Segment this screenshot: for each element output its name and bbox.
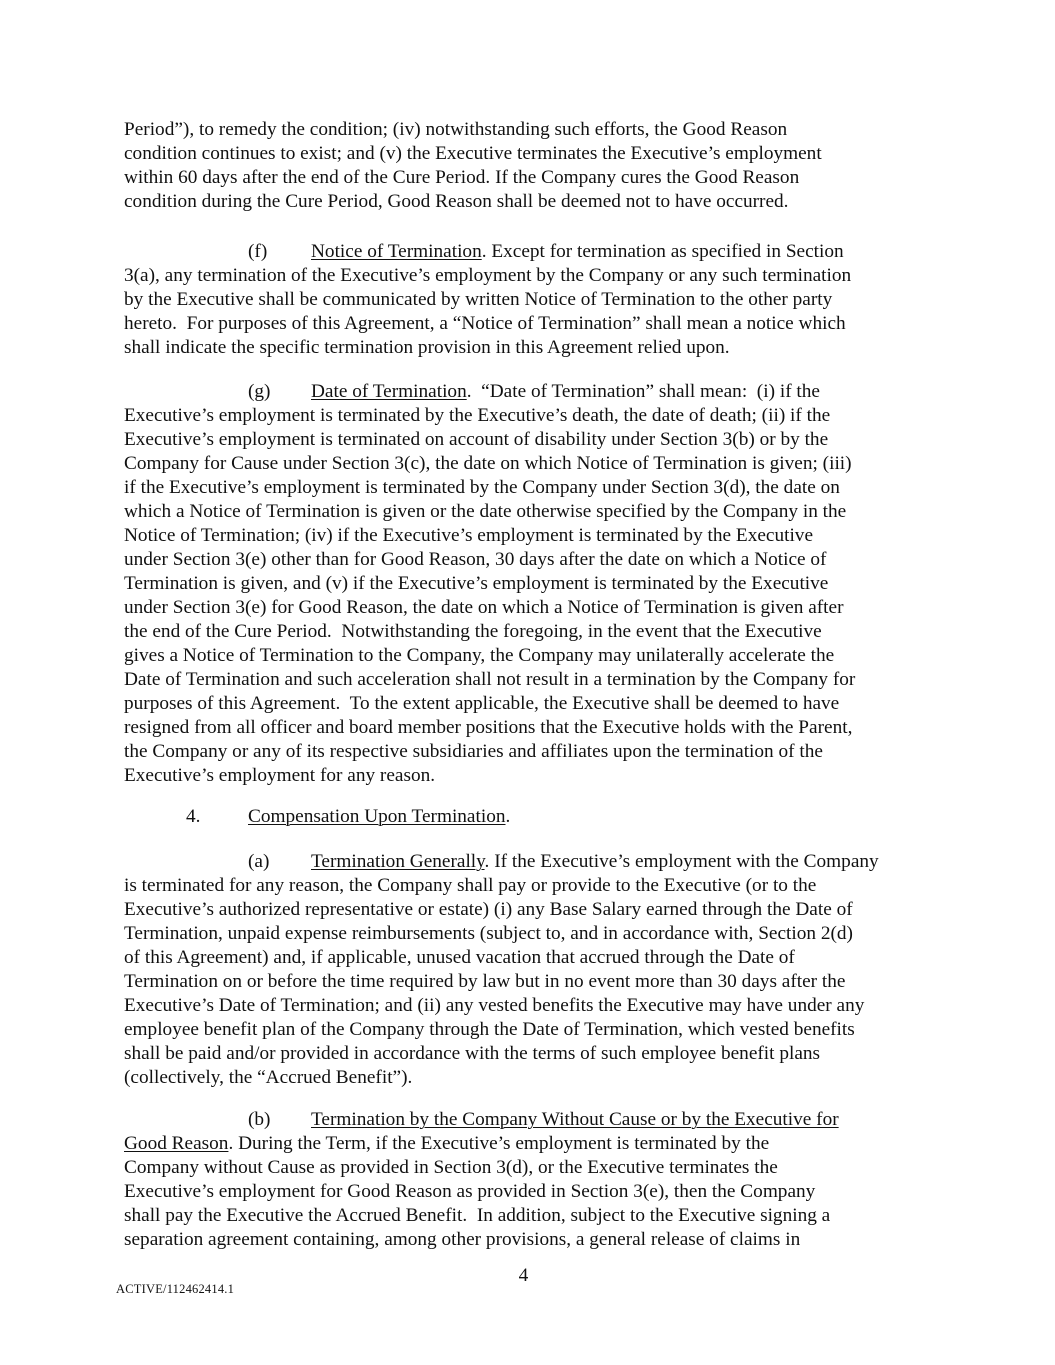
section-a-marker: (a)	[248, 851, 270, 872]
text-line: shall indicate the specific termination provision in this Agreement relied upon.	[124, 337, 730, 358]
text-line: by the Executive shall be communicated by written Notice of Termination to the other party	[124, 289, 833, 310]
text-line: Executive’s employment is terminated by the Executive’s death, the date of death; (ii) if the	[124, 405, 831, 426]
text-line: Period”), to remedy the condition; (iv) notwithstanding such efforts, the Good Reason	[124, 119, 788, 140]
text-line: Termination is given, and (v) if the Executive’s employment is terminated by the Executive	[124, 573, 829, 594]
section-a-first-line	[311, 850, 879, 874]
text-line: Date of Termination and such acceleration shall not result in a termination by the Company for	[124, 669, 856, 690]
section-a-heading: Termination Generally	[311, 851, 485, 872]
section-b-second-text: . During the Term, if the Executive’s employment is terminated by the	[228, 1133, 770, 1154]
text-line: Executive’s authorized representative or estate) (i) any Base Salary earned through the Date of	[124, 899, 853, 920]
text-line: Termination, unpaid expense reimbursements (subject to, and in accordance with, Section 2(d)	[124, 923, 853, 944]
section-b-heading-part1: Termination by the Company Without Cause or by the Executive for	[311, 1109, 839, 1130]
section-a-first-text: . If the Executive’s employment with the Company	[484, 851, 879, 872]
text-line: Executive’s employment is terminated on account of disability under Section 3(b) or by the	[124, 429, 829, 450]
section-g-marker: (g)	[248, 381, 271, 402]
text-line: resigned from all officer and board member positions that the Executive holds with the Parent,	[124, 717, 853, 738]
section-f-first-line	[311, 240, 844, 264]
text-line: of this Agreement) and, if applicable, unused vacation that accrued through the Date of	[124, 947, 795, 968]
section-4-tail: .	[505, 806, 511, 827]
text-line: separation agreement containing, among other provisions, a general release of claims in	[124, 1229, 801, 1250]
text-line: (collectively, the “Accrued Benefit”).	[124, 1067, 413, 1088]
text-line: Company without Cause as provided in Section 3(d), or the Executive terminates the	[124, 1157, 778, 1178]
text-line: if the Executive’s employment is terminated by the Company under Section 3(d), the date on	[124, 477, 840, 498]
text-line: employee benefit plan of the Company through the Date of Termination, which vested benefits	[124, 1019, 855, 1040]
document-id: ACTIVE/112462414.1	[116, 1282, 235, 1296]
text-line: shall pay the Executive the Accrued Benefit. In addition, subject to the Executive signing a	[124, 1205, 831, 1226]
section-g-first-line	[311, 380, 820, 404]
page-number: 4	[518, 1265, 529, 1286]
text-line: Executive’s Date of Termination; and (ii) any vested benefits the Executive may have under any	[124, 995, 865, 1016]
text-line: the Company or any of its respective subsidiaries and affiliates upon the termination of the	[124, 741, 823, 762]
text-line: which a Notice of Termination is given or the date otherwise specified by the Company in the	[124, 501, 847, 522]
text-line: gives a Notice of Termination to the Company, the Company may unilaterally accelerate the	[124, 645, 835, 666]
text-line: condition continues to exist; and (v) the Executive terminates the Executive’s employment	[124, 143, 822, 164]
section-4-number: 4.	[186, 806, 201, 827]
text-line: under Section 3(e) for Good Reason, the date on which a Notice of Termination is given after	[124, 597, 844, 618]
text-line: the end of the Cure Period. Notwithstanding the foregoing, in the event that the Executive	[124, 621, 822, 642]
section-f-marker: (f)	[248, 241, 268, 262]
section-b-heading-part2: Good Reason	[124, 1133, 229, 1154]
text-line: shall be paid and/or provided in accordance with the terms of such employee benefit plans	[124, 1043, 821, 1064]
text-line: under Section 3(e) other than for Good Reason, 30 days after the date on which a Notice of	[124, 549, 827, 570]
section-g-first-text: . “Date of Termination” shall mean: (i) if the	[466, 381, 820, 402]
text-line: Executive’s employment for Good Reason as provided in Section 3(e), then the Company	[124, 1181, 816, 1202]
section-f-heading: Notice of Termination	[311, 241, 482, 262]
text-line: condition during the Cure Period, Good Reason shall be deemed not to have occurred.	[124, 191, 789, 212]
text-line: Executive’s employment for any reason.	[124, 765, 436, 786]
section-4-heading: Compensation Upon Termination	[248, 806, 506, 827]
section-4-title	[248, 805, 510, 829]
text-line: is terminated for any reason, the Company shall pay or provide to the Executive (or to the	[124, 875, 817, 896]
section-b-second-line	[124, 1132, 769, 1156]
text-line: Notice of Termination; (iv) if the Executive’s employment is terminated by the Executive	[124, 525, 814, 546]
text-line: within 60 days after the end of the Cure Period. If the Company cures the Good Reason	[124, 167, 800, 188]
text-line: Termination on or before the time required by law but in no event more than 30 days after the	[124, 971, 846, 992]
text-line: Company for Cause under Section 3(c), the date on which Notice of Termination is given; (iii)	[124, 453, 852, 474]
section-g-heading: Date of Termination	[311, 381, 467, 402]
section-f-first-text: . Except for termination as specified in Section	[481, 241, 844, 262]
text-line: hereto. For purposes of this Agreement, a “Notice of Termination” shall mean a notice which	[124, 313, 846, 334]
text-line: purposes of this Agreement. To the extent applicable, the Executive shall be deemed to have	[124, 693, 840, 714]
section-b-marker: (b)	[248, 1109, 271, 1130]
text-line: 3(a), any termination of the Executive’s employment by the Company or any such termination	[124, 265, 852, 286]
